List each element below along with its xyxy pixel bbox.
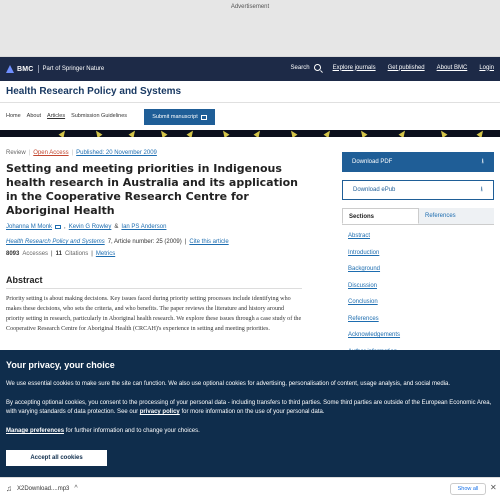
- abstract-text: Priority setting is about making decisions. Key issues faced during priority setting processes include identifying who makes these decisions, who sets the criteria, and who benefits. The paper reviews the literature and history around priority setting in research, particularly in Aboriginal health research. We explore these issues through a case study of the Cooperative Research Centre for Aboriginal Health (CRCAH)'s experience in setting and meeting priorities.: [6, 296, 302, 332]
- logo-divider: [38, 65, 39, 73]
- browser-download-bar: [0, 477, 500, 500]
- submit-manuscript-button[interactable]: [144, 109, 215, 125]
- about-bmc-link[interactable]: About BMC: [436, 64, 468, 71]
- cookie-text-essential: We use essential cookies to make sure the site can function. We also use optional cookies for advertising, personalisation of content, usage analysis, and social media.: [6, 381, 451, 387]
- cookie-text-consent: [6, 399, 494, 417]
- download-epub-button[interactable]: [342, 180, 494, 200]
- metrics-link[interactable]: Metrics: [95, 251, 116, 257]
- bmc-logo-icon: [6, 65, 15, 73]
- pattern-triangle: [187, 130, 196, 137]
- get-published-link[interactable]: Get published: [387, 64, 425, 71]
- cookie-title: Your privacy, your choice: [6, 360, 115, 370]
- pattern-triangle: [324, 130, 333, 137]
- site-header: [0, 57, 500, 81]
- article-main: [6, 150, 302, 334]
- cookie-consent-text-b: for more information on the use of your personal data.: [179, 409, 325, 415]
- close-icon[interactable]: ✕: [490, 483, 497, 492]
- nav-home[interactable]: Home: [6, 113, 21, 119]
- pattern-triangle: [254, 130, 263, 137]
- article-title: Setting and meeting priorities in Indigenous health research in Australia and its application in the Cooperative Research Centre for Aboriginal Health: [6, 162, 298, 217]
- section-link[interactable]: Abstract: [348, 233, 371, 239]
- journal-name-link[interactable]: Health Research Policy and Systems: [6, 239, 105, 245]
- section-link[interactable]: Acknowledgements: [348, 332, 401, 338]
- decorative-pattern-band: [0, 130, 500, 137]
- download-icon: ⭳: [481, 157, 484, 165]
- section-link[interactable]: Conclusion: [348, 299, 378, 305]
- bmc-logo-text: BMC: [17, 65, 34, 73]
- manage-preferences-link[interactable]: Manage preferences: [6, 428, 65, 434]
- author-separator: ,: [64, 224, 66, 230]
- explore-journals-link[interactable]: Explore journals: [332, 64, 376, 71]
- published-date[interactable]: Published: 20 November 2009: [76, 150, 157, 156]
- pattern-triangle: [94, 130, 103, 137]
- citations-count: 11: [55, 251, 62, 257]
- open-access-link[interactable]: Open Access: [33, 150, 69, 156]
- section-link[interactable]: Introduction: [348, 249, 380, 256]
- download-epub-label: Download ePub: [353, 187, 396, 193]
- chevron-up-icon[interactable]: ^: [74, 485, 78, 492]
- author-link[interactable]: Johanna M Monk: [6, 224, 53, 230]
- download-icon: ⭳: [480, 185, 483, 193]
- pattern-triangle: [359, 130, 368, 137]
- search-icon: [314, 64, 321, 71]
- download-item[interactable]: [6, 484, 78, 493]
- pattern-triangle: [399, 130, 408, 137]
- section-link[interactable]: Discussion: [348, 282, 378, 289]
- journal-nav: [0, 104, 500, 130]
- author-link[interactable]: Ian PS Anderson: [121, 224, 167, 230]
- search-label: Search: [290, 64, 310, 71]
- nav-submission-guidelines[interactable]: Submission Guidelines: [71, 113, 128, 119]
- download-pdf-label: Download PDF: [352, 159, 393, 165]
- bmc-logo[interactable]: [6, 64, 104, 74]
- nav-articles[interactable]: Articles: [47, 113, 66, 119]
- pattern-triangle: [129, 130, 138, 137]
- article-type: Review: [6, 150, 26, 156]
- journal-title[interactable]: Health Research Policy and Systems: [6, 86, 182, 97]
- accept-all-cookies-button[interactable]: Accept all cookies: [6, 450, 107, 466]
- article-sidebar: [342, 152, 494, 361]
- cookie-text-manage: [6, 427, 494, 436]
- cookie-consent-banner: [0, 350, 500, 477]
- tab-references[interactable]: References: [419, 208, 494, 224]
- author-ampersand: &: [114, 224, 119, 230]
- meta-separator: |: [71, 150, 74, 156]
- advertisement-label: Advertisement: [230, 4, 270, 10]
- citation-details: 7, Article number: 25 (2009): [107, 239, 182, 245]
- meta-separator: |: [91, 251, 93, 257]
- sidebar-tabs: [342, 208, 494, 225]
- metrics-summary: [6, 251, 302, 257]
- manage-preferences-text: for further information and to change your choices.: [64, 428, 200, 434]
- accesses-count: 8093: [6, 251, 20, 257]
- cookie-consent-text-a: By accepting optional cookies, you consent to the processing of your personal data - including transfers to third parties. Some third parties are outside of the European Economic Area, with varying standards of data protection. See our: [6, 400, 492, 415]
- top-nav: [291, 64, 494, 71]
- search-button[interactable]: [291, 64, 321, 71]
- abstract-heading: Abstract: [6, 275, 302, 289]
- citation-line: [6, 239, 302, 245]
- author-link[interactable]: Kevin G Rowley: [68, 224, 112, 230]
- section-list: [342, 229, 494, 361]
- accesses-label: Accesses: [22, 251, 49, 257]
- download-pdf-button[interactable]: [342, 152, 494, 172]
- audio-file-icon: ♫: [6, 484, 12, 493]
- section-link[interactable]: Background: [348, 266, 381, 272]
- part-of-springer-nature: Part of Springer Nature: [42, 66, 105, 72]
- journal-title-bar: [0, 81, 500, 103]
- privacy-policy-link[interactable]: privacy policy: [139, 409, 180, 415]
- meta-separator: |: [184, 239, 187, 245]
- cite-this-article-link[interactable]: Cite this article: [189, 239, 229, 245]
- section-link[interactable]: References: [348, 315, 379, 322]
- download-filename: X2Download....mp3: [17, 485, 70, 492]
- citations-label: Citations: [64, 251, 89, 257]
- show-all-downloads-button[interactable]: Show all: [450, 483, 486, 495]
- mail-icon[interactable]: [55, 225, 61, 229]
- meta-separator: |: [51, 251, 53, 257]
- submit-manuscript-label: Submit manuscript: [152, 114, 198, 120]
- advertisement-area: [0, 0, 500, 57]
- author-list: [6, 224, 302, 230]
- pattern-triangle: [59, 130, 68, 137]
- pattern-triangle: [439, 130, 448, 137]
- tab-sections[interactable]: Sections: [342, 208, 419, 224]
- article-meta: [6, 150, 302, 156]
- external-link-icon: [201, 115, 207, 120]
- meta-separator: |: [28, 150, 31, 156]
- pattern-triangle: [221, 130, 230, 137]
- pattern-triangle: [289, 130, 298, 137]
- login-link[interactable]: Login: [479, 64, 494, 71]
- nav-about[interactable]: About: [26, 113, 42, 119]
- pattern-triangle: [159, 130, 168, 137]
- pattern-triangle: [477, 130, 486, 137]
